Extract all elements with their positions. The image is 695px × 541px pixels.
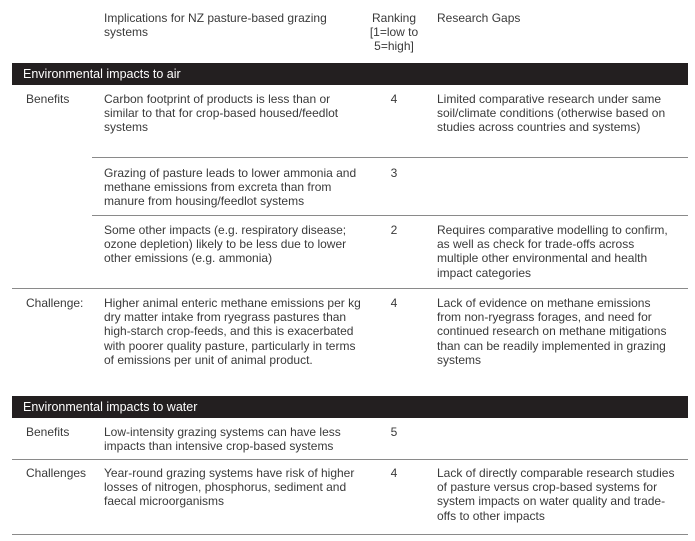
row-label: Challenge:: [26, 296, 84, 310]
row-ranking: 4: [390, 466, 398, 480]
row-ranking: 2: [390, 223, 398, 237]
row-research-gap: Lack of directly comparable research studies of pasture versus crop-based systems for system impacts on water quality and trade-offs to other impacts: [437, 466, 675, 523]
row-research-gap: Lack of evidence on methane emissions from non-ryegrass forages, and need for continued research on methane mitigations than can be readily implemented in grazing systems: [437, 296, 667, 367]
row-ranking: 5: [390, 425, 398, 439]
row-divider: [92, 157, 688, 158]
row-implication: Some other impacts (e.g. respiratory disease; ozone depletion) likely to be less due to lower other emissions (e.g. ammonia): [104, 223, 347, 266]
row-implication: Carbon footprint of products is less than or similar to that for crop-based housed/feedlot systems: [104, 92, 339, 135]
row-research-gap: Requires comparative modelling to confirm, as well as check for trade-offs across multiple other environmental and health impact categories: [437, 223, 668, 280]
table-header: [0, 0, 695, 62]
row-label: Benefits: [26, 425, 70, 439]
row-implication: Low-intensity grazing systems can have less impacts than intensive crop-based systems: [104, 425, 341, 454]
row-implication: Grazing of pasture leads to lower ammonia and methane emissions from excreta than from manure from housing/feedlot systems: [104, 166, 357, 209]
row-ranking: 4: [390, 296, 398, 310]
table-bottom-rule: [12, 534, 688, 535]
section-header-water: Environmental impacts to water: [12, 396, 688, 418]
header-research-gaps: Research Gaps: [437, 11, 521, 25]
section-header-air: Environmental impacts to air: [12, 63, 688, 85]
row-research-gap: Limited comparative research under same soil/climate conditions (otherwise based on studies across countries and systems): [437, 92, 666, 135]
row-label: Challenges: [26, 466, 87, 480]
row-ranking: 3: [390, 166, 398, 180]
row-implication: Higher animal enteric methane emissions per kg dry matter intake from ryegrass pastures than high-starch crop-feeds, and this is exacerbated with poorer quality pasture, particularly in terms of emissions per unit of animal product.: [104, 296, 361, 367]
row-label: Benefits: [26, 92, 70, 106]
row-divider: [12, 288, 688, 289]
header-ranking: Ranking [1=low to 5=high]: [369, 11, 419, 54]
row-implication: Year-round grazing systems have risk of higher losses of nitrogen, phosphorus, sediment and faecal microorganisms: [104, 466, 355, 509]
header-implications: Implications for NZ pasture-based grazing systems: [104, 11, 327, 40]
row-divider: [92, 215, 688, 216]
row-ranking: 4: [390, 92, 398, 106]
row-divider: [12, 459, 688, 460]
